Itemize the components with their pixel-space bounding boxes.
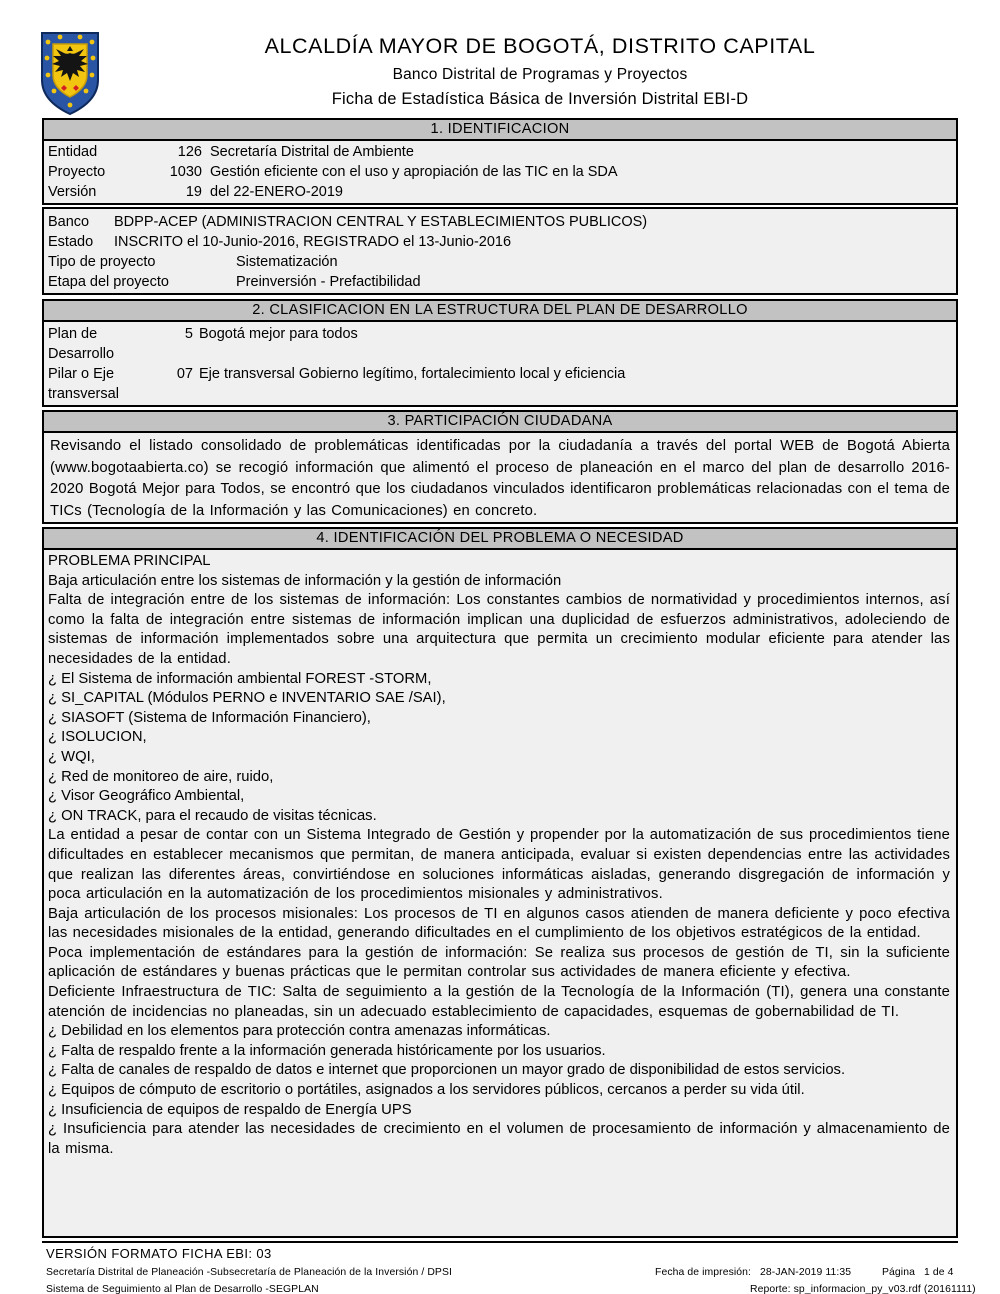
section-classification	[42, 299, 958, 407]
problem-bullet: ¿ Debilidad en los elementos para protección contra amenazas informáticas.	[48, 1023, 551, 1040]
field-value: Eje transversal Gobierno legítimo, fortalecimiento local y eficiencia	[199, 366, 626, 382]
problem-paragraph: Falta de integración entre de los sistemas de información: Los constantes cambios de normatividad y procedimientos internos, así como la falta de integración entre sistemas de información implican una duplicidad de esfuerzos administrativos, adoleciendo de sistemas de información implementados sobre una arquitectura que permita un crecimiento modular eficiente para atender las necesidades de la entidad.	[48, 592, 950, 667]
field-label: Estado	[48, 234, 94, 250]
field-value: Gestión eficiente con el uso y apropiación de las TIC en la SDA	[210, 164, 618, 180]
field-value: Secretaría Distrital de Ambiente	[210, 144, 414, 160]
section-classification-title: 2. CLASIFICACION EN LA ESTRUCTURA DEL PLAN DE DESARROLLO	[44, 301, 956, 322]
footer-org-line1: Secretaría Distrital de Planeación -Subsecretaría de Planeación de la Inversión / DPSI	[46, 1267, 452, 1278]
field-code: 19	[185, 184, 202, 200]
field-label: Tipo de proyecto	[48, 254, 156, 270]
problem-bullet: ¿ Insuficiencia para atender las necesidades de crecimiento en el volumen de procesamiento de información y almacenamiento de la misma.	[48, 1121, 950, 1157]
document-header	[100, 0, 980, 109]
problem-bullet: ¿ WQI,	[48, 748, 95, 765]
row-programa	[48, 404, 952, 407]
print-date-label: Fecha de impresión:	[655, 1267, 752, 1278]
field-code: 07	[176, 366, 193, 382]
bottom-double-rule	[42, 1241, 958, 1243]
problem-content	[44, 550, 956, 1159]
problem-paragraph: Poca implementación de estándares para la gestión de información: Se realiza sus procesos de gestión de TI, sin la suficiente aplicación de estándares y buenas prácticas que le permitan controlar sus actividades de manera eficiente y efectiva.	[48, 944, 950, 981]
section-identification	[42, 118, 958, 205]
problem-bullet: ¿ Visor Geográfico Ambiental,	[48, 788, 245, 805]
field-label: Plan de Desarrollo	[48, 326, 115, 362]
problem-bullet: ¿ ISOLUCION,	[48, 729, 147, 746]
problem-line: PROBLEMA PRINCIPAL	[48, 553, 211, 569]
problem-bullet: ¿ Red de monitoreo de aire, ruido,	[48, 768, 274, 785]
problem-bullet: ¿ El Sistema de información ambiental FOREST -STORM,	[48, 670, 432, 687]
field-label: Banco	[48, 214, 90, 230]
row-proyecto	[48, 162, 952, 182]
row-plan-desarrollo	[48, 324, 952, 364]
problem-paragraph: Deficiente Infraestructura de TIC: Salta de seguimiento a la gestión de la Tecnología de la Información (TI), genera una constante atención de incidencias no planeadas, sin un adecuado establecimiento de capacidades, esquemas de gobernabilidad de TI.	[48, 984, 950, 1020]
problem-bullet: ¿ Insuficiencia de equipos de respaldo de Energía UPS	[48, 1101, 412, 1118]
section-problem	[42, 527, 958, 1238]
field-value: Preinversión - Prefactibilidad	[236, 274, 421, 290]
print-date-value: 28-JAN-2019 11:35	[760, 1267, 852, 1278]
section-identification-title: 1. IDENTIFICACION	[44, 120, 956, 141]
problem-bullet: ¿ ON TRACK, para el recaudo de visitas técnicas.	[48, 807, 377, 824]
participation-paragraph: Revisando el listado consolidado de problemáticas identificadas por la ciudadanía a través del portal WEB de Bogotá Abierta (www.bogotaabierta.co) se recogió información que alimentó el proceso de planeación en el marco del plan de desarrollo 2016-2020 Bogotá Mejor para Todos, se encontró que los ciudadanos vinculados identificaron problemáticas relacionadas con el tema de TICs (Tecnología de la Información y las Comunicaciones) en concreto.	[50, 438, 950, 519]
footer-org-line2: Sistema de Seguimiento al Plan de Desarrollo -SEGPLAN	[46, 1284, 319, 1294]
problem-bullet: ¿ Falta de canales de respaldo de datos e internet que proporcionen un mayor grado de disponibilidad de estos servicios.	[48, 1062, 846, 1079]
field-value: Bogotá mejor para todos	[199, 326, 358, 342]
footer-print-date	[655, 1267, 851, 1278]
row-banco	[48, 212, 952, 232]
row-tipo-proyecto	[48, 252, 952, 272]
footer-page-number	[882, 1267, 953, 1278]
row-entidad	[48, 142, 952, 162]
field-value: del 22-ENERO-2019	[210, 184, 343, 200]
problem-bullet: ¿ SI_CAPITAL (Módulos PERNO e INVENTARIO SAE /SAI),	[48, 690, 446, 707]
field-code	[163, 404, 193, 407]
section-identification-details	[42, 207, 958, 295]
problem-bullet: ¿ SIASOFT (Sistema de Información Financiero),	[48, 709, 371, 726]
field-code: 5	[184, 326, 193, 342]
problem-paragraph: La entidad a pesar de contar con un Sistema Integrado de Gestión y propender por la automatización de sus procedimientos tiene dificultades en establecer mecanismos que permitan, de manera anticipada, evaluar si existen dependencias entre las actividades que realizan las diferentes áreas, convirtiéndose en soluciones informáticas aisladas, generando disgregación de información y poca articulación en la automatización de los procedimientos misionales y administrativos.	[48, 827, 950, 903]
field-label: Proyecto	[48, 164, 106, 180]
field-label: Entidad	[48, 144, 98, 160]
field-code: 1030	[169, 164, 202, 180]
section-participation	[42, 410, 958, 524]
page-value: 1 de 4	[923, 1267, 954, 1278]
bogota-coat-of-arms-icon	[38, 28, 102, 118]
page-label: Página	[882, 1267, 915, 1278]
subtitle-bank: Banco Distrital de Programas y Proyectos	[392, 66, 688, 83]
row-estado	[48, 232, 952, 252]
field-value: Sistematización	[236, 254, 338, 270]
problem-bullet: ¿ Equipos de cómputo de escritorio o portátiles, asignados a los servidores públicos, cercanos a perder su vida útil.	[48, 1082, 805, 1099]
row-pilar-eje	[48, 364, 952, 404]
section-participation-title: 3. PARTICIPACIÓN CIUDADANA	[44, 412, 956, 433]
field-label: Pilar o Eje transversal	[48, 366, 119, 402]
subtitle-ficha: Ficha de Estadística Básica de Inversión Distrital EBI-D	[331, 90, 749, 108]
main-title: ALCALDÍA MAYOR DE BOGOTÁ, DISTRITO CAPITAL	[264, 34, 816, 58]
field-code: 126	[177, 144, 202, 160]
section-problem-title: 4. IDENTIFICACIÓN DEL PROBLEMA O NECESIDAD	[44, 529, 956, 550]
problem-bullet: ¿ Falta de respaldo frente a la información generada históricamente por los usuarios.	[48, 1042, 606, 1059]
row-version	[48, 182, 952, 202]
field-label	[48, 404, 163, 407]
field-label: Etapa del proyecto	[48, 274, 169, 290]
field-value: BDPP-ACEP (ADMINISTRACION CENTRAL Y ESTABLECIMIENTOS PUBLICOS)	[114, 214, 648, 230]
format-version: VERSIÓN FORMATO FICHA EBI: 03	[46, 1246, 272, 1261]
problem-line: Baja articulación entre los sistemas de información y la gestión de información	[48, 572, 562, 589]
field-value: INSCRITO el 10-Junio-2016, REGISTRADO el 13-Junio-2016	[114, 234, 512, 250]
field-label: Versión	[48, 184, 97, 200]
problem-paragraph: Baja articulación de los procesos misionales: Los procesos de TI en algunos casos atienden de manera deficiente y poco efectiva las necesidades misionales de la entidad, generando dificultades en el cumplimiento de los objetivos estratégicos de la entidad.	[48, 905, 950, 942]
field-value	[199, 404, 563, 407]
footer-report-name: Reporte: sp_informacion_py_v03.rdf (20161111)	[750, 1284, 976, 1294]
row-etapa-proyecto	[48, 272, 952, 292]
